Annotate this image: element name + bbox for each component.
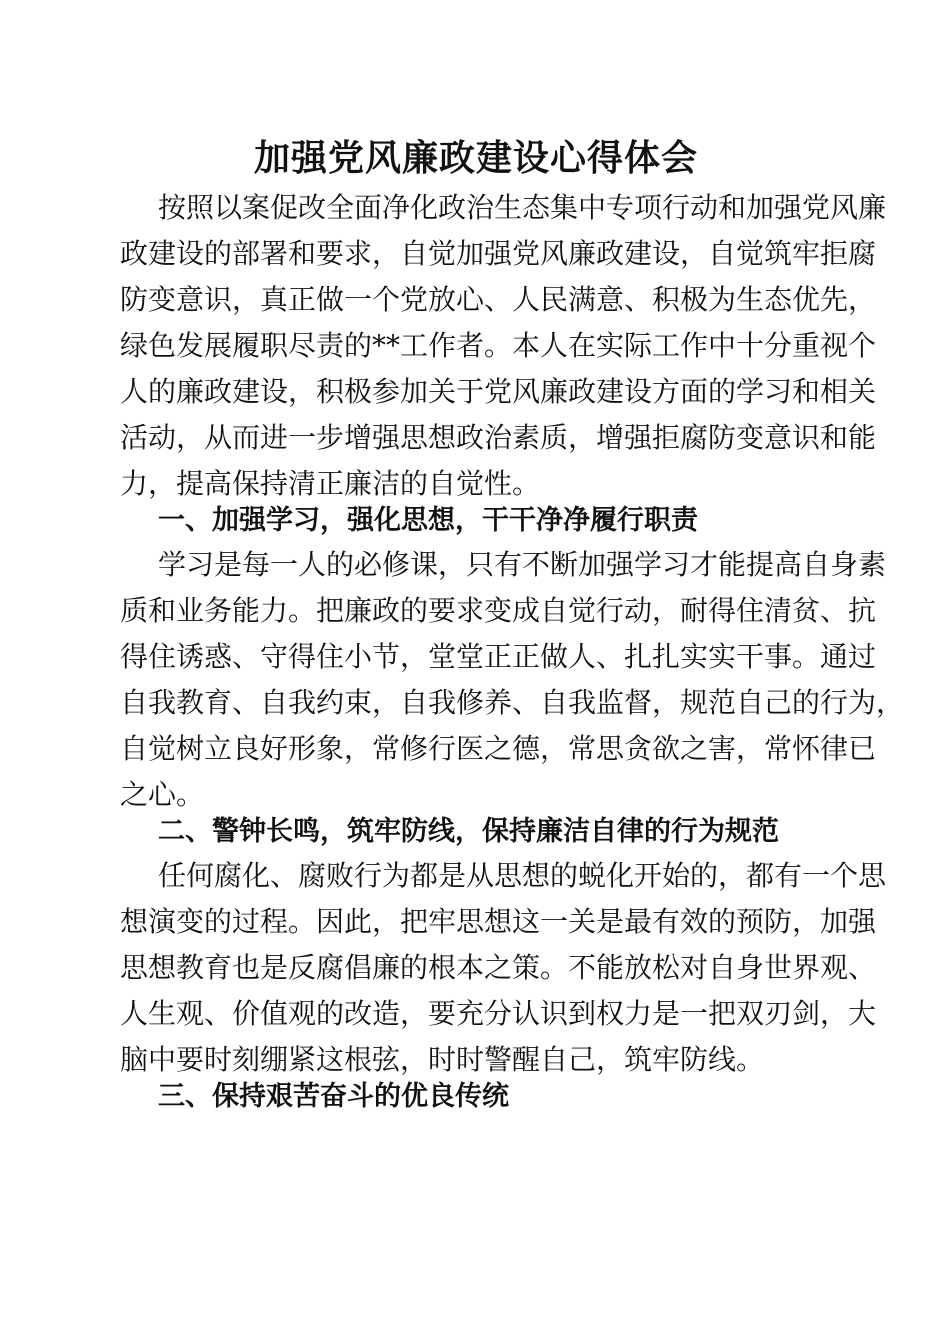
paragraph-line: 学习是每一人的必修课，只有不断加强学习才能提高自身素 [158,548,887,581]
paragraph-line: 脑中要时刻绷紧这根弦，时时警醒自己，筑牢防线。 [120,1043,765,1076]
document-page [120,135,905,1115]
section-heading-1: 一、加强学习，强化思想，干干净净履行职责 [158,505,698,536]
paragraph-line: 防变意识，真正做一个党放心、人民满意、积极为生态优先， [120,283,877,316]
section-paragraph-1 [120,542,905,818]
paragraph-line: 之心。 [120,778,205,811]
paragraph-line: 政建设的部署和要求，自觉加强党风廉政建设，自觉筑牢拒腐 [120,237,877,270]
section-heading-3: 三、保持艰苦奋斗的优良传统 [158,1081,509,1112]
paragraph-line: 活动，从而进一步增强思想政治素质，增强拒腐防变意识和能 [120,421,877,454]
paragraph-line: 得住诱惑、守得住小节，堂堂正正做人、扎扎实实干事。通过 [120,640,877,673]
paragraph-line: 按照以案促改全面净化政治生态集中专项行动和加强党风廉 [158,191,887,224]
paragraph-line: 自我教育、自我约束，自我修养、自我监督，规范自己的行为， [120,686,905,719]
paragraph-line: 质和业务能力。把廉政的要求变成自觉行动，耐得住清贫、抗 [120,594,877,627]
paragraph-line: 人的廉政建设，积极参加关于党风廉政建设方面的学习和相关 [120,375,877,408]
paragraph-line: 绿色发展履职尽责的**工作者。本人在实际工作中十分重视个 [120,329,877,362]
paragraph-line: 思想教育也是反腐倡廉的根本之策。不能放松对自身世界观、 [120,951,877,984]
section-heading-2: 二、警钟长鸣，筑牢防线，保持廉洁自律的行为规范 [158,816,779,847]
paragraph-line: 人生观、价值观的改造，要充分认识到权力是一把双刃剑，大 [120,997,877,1030]
document-title: 加强党风廉政建设心得体会 [253,137,698,179]
paragraph-line: 自觉树立良好形象，常修行医之德，常思贪欲之害，常怀律已 [120,732,877,765]
paragraph-line: 任何腐化、腐败行为都是从思想的蜕化开始的，都有一个思 [158,859,887,892]
intro-paragraph [120,185,887,507]
paragraph-line: 想演变的过程。因此，把牢思想这一关是最有效的预防，加强 [120,905,877,938]
section-paragraph-2 [120,853,887,1083]
paragraph-line: 力，提高保持清正廉洁的自觉性。 [120,467,541,500]
